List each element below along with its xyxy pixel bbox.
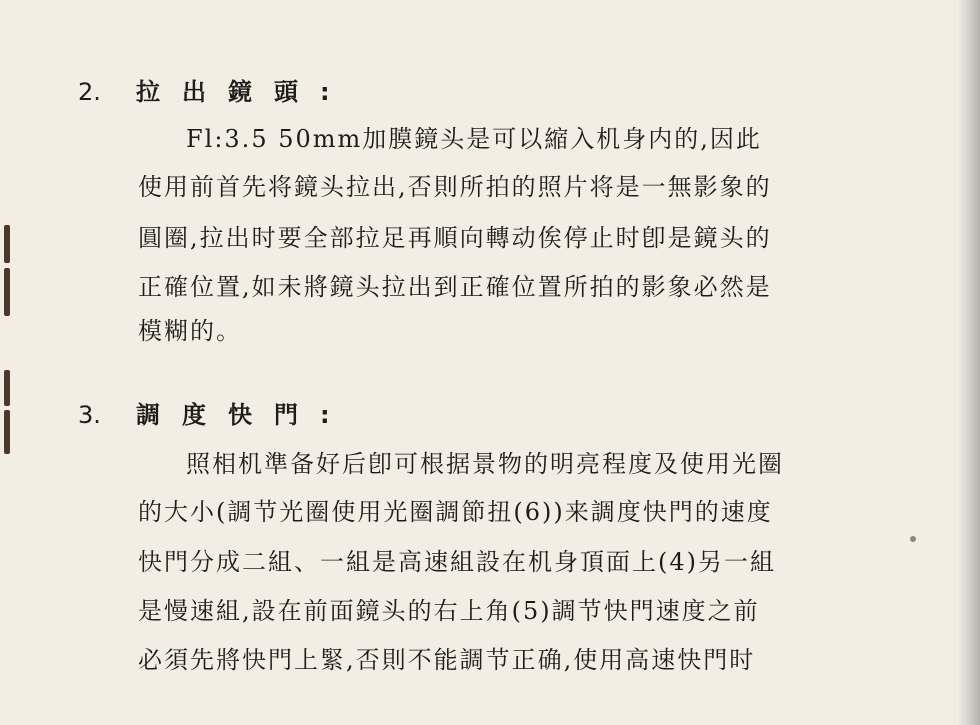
section-heading: [78, 395, 352, 430]
paragraph-line: 正確位置,如未將鏡头拉出到正確位置所拍的影象必然是: [138, 273, 772, 301]
binding-mark: [4, 370, 10, 406]
section-number: 2.: [78, 78, 101, 106]
binding-mark: [4, 225, 10, 263]
section-title: 調度快門:: [136, 401, 352, 429]
page-speck: [910, 536, 916, 542]
paragraph-line: 模糊的。: [138, 317, 242, 345]
page-edge: [958, 0, 980, 725]
section-title: 拉出鏡頭:: [136, 78, 352, 106]
paragraph-line: Fl:3.5 50mm加膜鏡头是可以縮入机身内的,因此: [186, 125, 762, 153]
paragraph-line: 的大小(調节光圈使用光圈調節扭(6))来調度快門的速度: [138, 498, 773, 526]
binding-mark: [4, 268, 10, 316]
paragraph-line: 快門分成二組、一組是高速組設在机身頂面上(4)另一組: [138, 548, 776, 576]
section-heading: [78, 72, 352, 107]
paragraph-line: 圓圈,拉出时要全部拉足再順向轉动俟停止时卽是鏡头的: [138, 224, 772, 252]
paragraph-line: 必須先將快門上緊,否則不能調节正确,使用高速快門时: [138, 646, 756, 674]
paragraph-line: 是慢速組,設在前面鏡头的右上角(5)調节快門速度之前: [138, 597, 760, 625]
section-number: 3.: [78, 401, 101, 429]
paragraph-line: 使用前首先将鏡头拉出,否則所拍的照片将是一無影象的: [138, 173, 772, 201]
binding-mark: [4, 410, 10, 454]
paragraph-line: 照相机準备好后卽可根据景物的明亮程度及使用光圈: [186, 450, 784, 478]
